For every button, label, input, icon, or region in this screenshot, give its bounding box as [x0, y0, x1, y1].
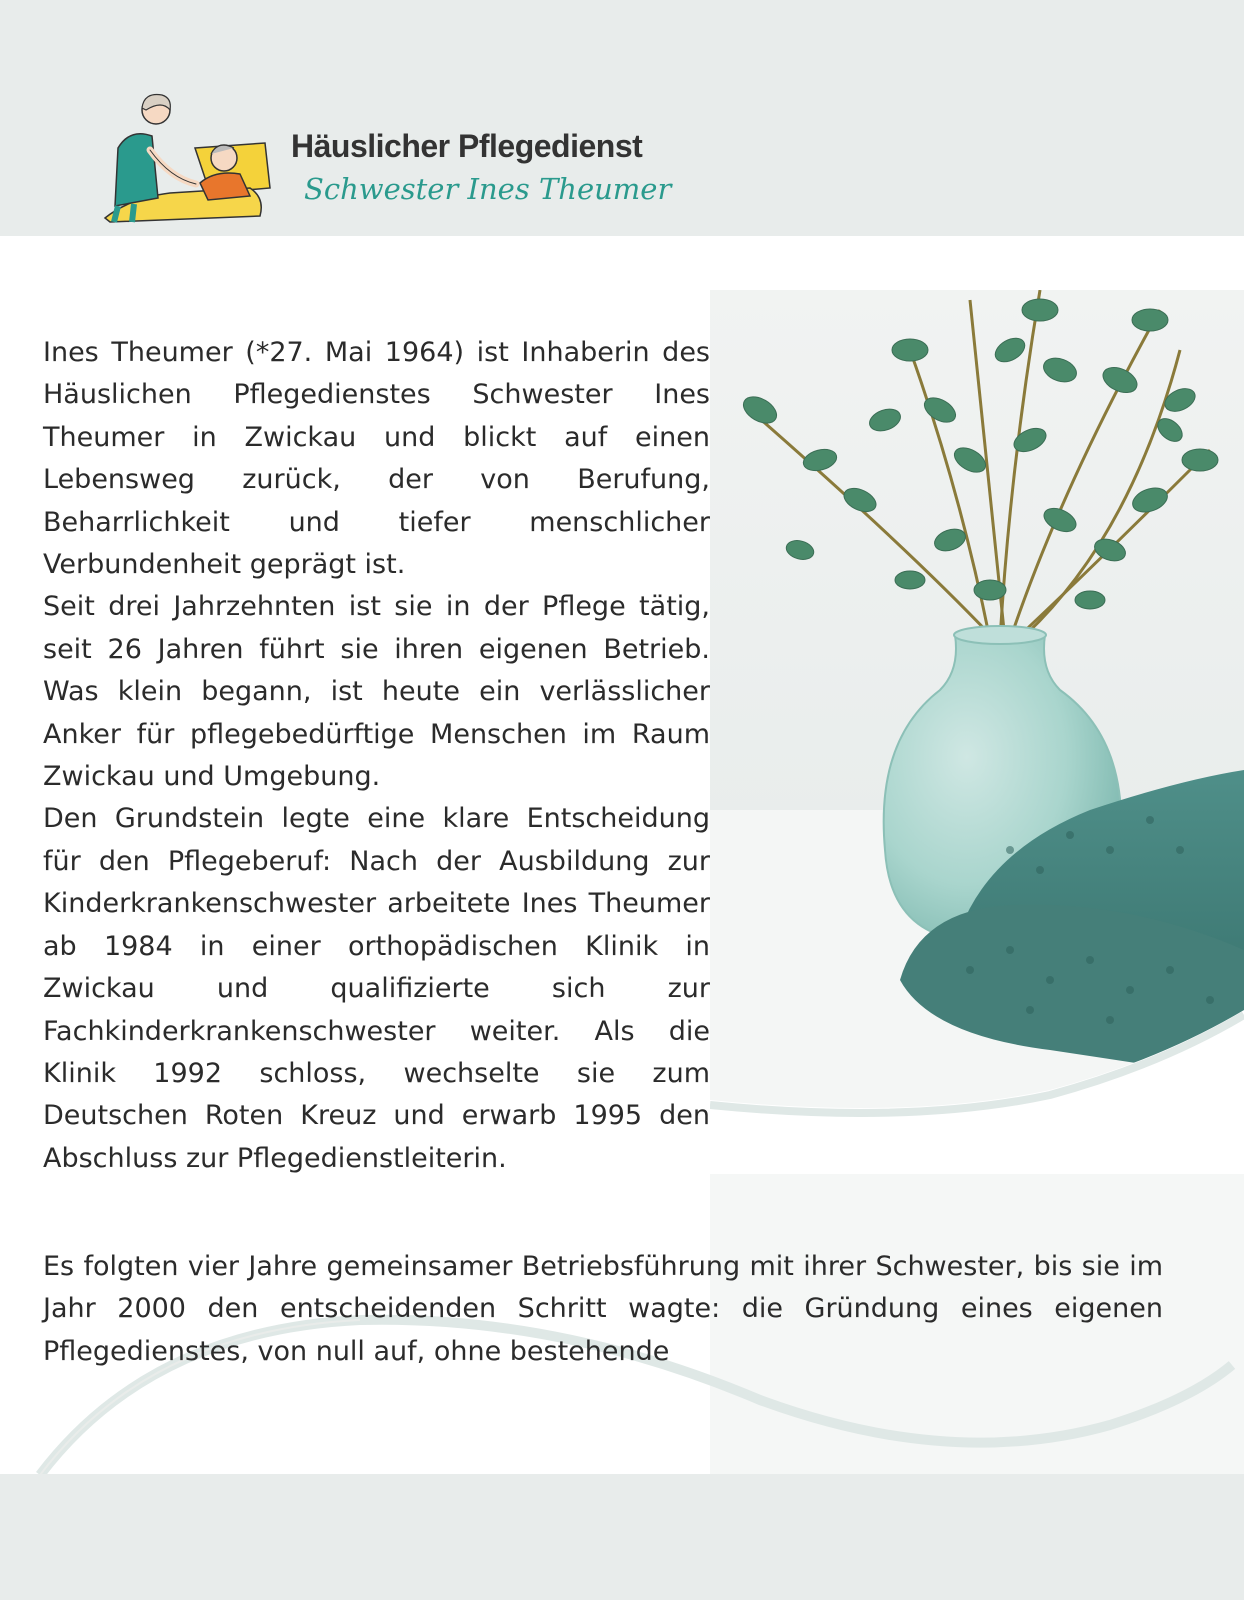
body-text-column [43, 332, 710, 1180]
paragraph-education: Den Grundstein legte eine klare Entscheidung für den Pflegeberuf: Nach der Ausbildung zur Kinderkrankenschwester arbeitete Ines Theumer ab 1984 in einer orthopädischen Klinik in Zwickau und qualifizierte sich zur Fachkinderkrankenschwester weiter. Als die Klinik 1992 schloss, wechselte sie zum Deutschen Roten Kreuz und erwarb 1995 den Abschluss zur Pflegedienstleiterin. [43, 803, 710, 1174]
brand-subtitle: Schwester Ines Theumer [304, 172, 672, 206]
nurse-with-patient-illustration [100, 88, 280, 228]
eucalyptus-vase-with-towel-photo [710, 290, 1244, 1174]
paragraph-continuation: Es folgten vier Jahre gemeinsamer Betriebsführung mit ihrer Schwester, bis sie im Jahr 2000 den entscheidenden Schritt wagte: die Gründung eines eigenen Pflegedienstes, von null auf, ohne bestehende [43, 1251, 1163, 1367]
paragraph-intro: Ines Theumer (*27. Mai 1964) ist Inhaberin des Häuslichen Pflegedienstes Schwester Ines Theumer in Zwickau und blickt auf einen Lebensweg zurück, der von Berufung, Beharrlichkeit und tiefer menschlicher Verbundenheit geprägt ist. [43, 337, 710, 581]
body-text-wide [43, 1246, 1163, 1373]
footer-band [0, 1474, 1244, 1600]
paragraph-career: Seit drei Jahrzehnten ist sie in der Pflege tätig, seit 26 Jahren führt sie ihren eigenen Betrieb. Was klein begann, ist heute ein verlässlicher Anker für pflegebedürftige Menschen im Raum Zwickau und Umgebung. [43, 591, 710, 793]
brand-title: Häuslicher Pflegedienst [291, 128, 643, 164]
